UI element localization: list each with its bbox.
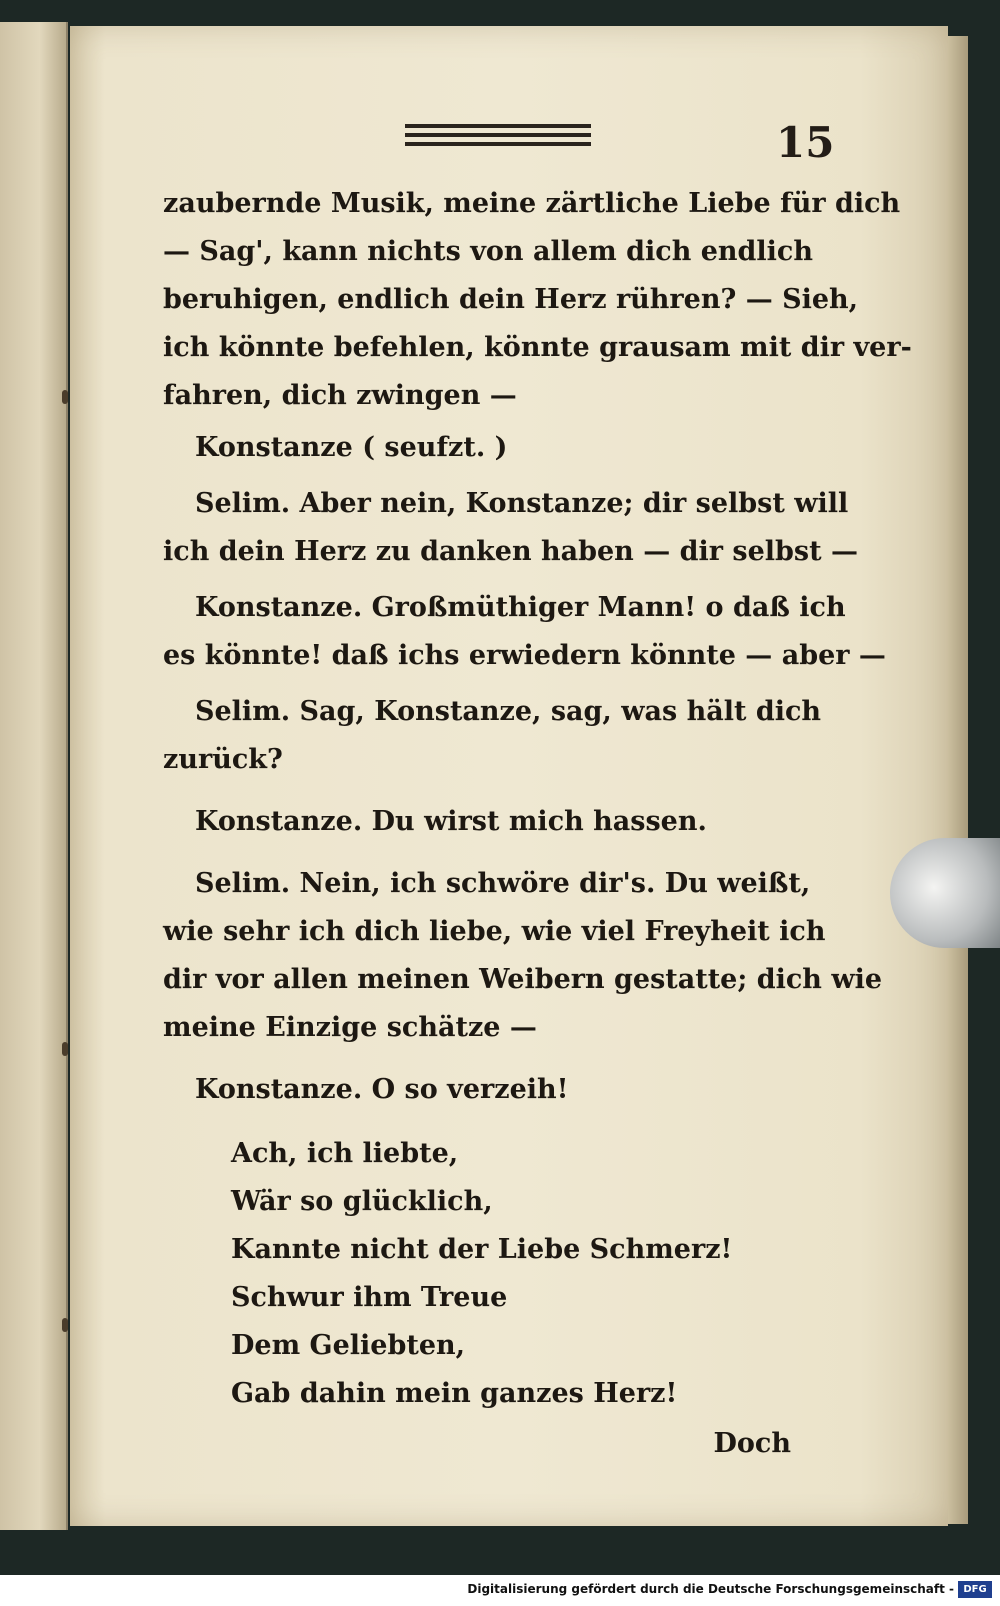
verse-line: Wär so glücklich, [231, 1186, 493, 1217]
dialogue-line: Selim. Sag, Konstanze, sag, was hält dich [195, 696, 822, 727]
dialogue-line: wie sehr ich dich liebe, wie viel Freyheit ich [163, 916, 826, 947]
dialogue-line: meine Einzige schätze — [163, 1012, 537, 1043]
dialogue-line: zurück? [163, 744, 283, 775]
verse-line: Gab dahin mein ganzes Herz! [231, 1378, 678, 1409]
dialogue-line: ich dein Herz zu danken haben — dir selbst — [163, 536, 858, 567]
dialogue-line: Selim. Nein, ich schwöre dir's. Du weißt, [195, 868, 811, 899]
dialogue-line: es könnte! daß ichs erwiedern könnte — aber — [163, 640, 886, 671]
page-holder-clip [890, 838, 1000, 948]
dialogue-line: Selim. Aber nein, Konstanze; dir selbst will [195, 488, 849, 519]
dialogue-line: dir vor allen meinen Weibern gestatte; dich wie [163, 964, 883, 995]
footer-bar [0, 1575, 1000, 1606]
binding-thread [62, 1042, 68, 1056]
page-number: 15 [776, 118, 835, 167]
binding-thread [62, 390, 68, 404]
text-line: — Sag', kann nichts von allem dich endlich [163, 236, 813, 267]
dialogue-line: Konstanze. Du wirst mich hassen. [195, 806, 707, 837]
verse-line: Dem Geliebten, [231, 1330, 466, 1361]
text-line: fahren, dich zwingen — [163, 380, 517, 411]
verse-line: Ach, ich liebte, [231, 1138, 459, 1169]
binding-thread [62, 1318, 68, 1332]
catchword: Doch [713, 1428, 791, 1459]
verse-line: Schwur ihm Treue [231, 1282, 508, 1313]
dfg-logo-icon: DFG [958, 1581, 992, 1598]
verse-line: Kannte nicht der Liebe Schmerz! [231, 1234, 733, 1265]
header-ornament-rule [405, 124, 591, 154]
dialogue-line: Konstanze. Großmüthiger Mann! o daß ich [195, 592, 846, 623]
page-text [163, 180, 912, 1470]
text-line: zaubernde Musik, meine zärtliche Liebe für dich [163, 188, 901, 219]
text-line: ich könnte befehlen, könnte grausam mit dir ver- [163, 332, 912, 363]
funding-credit: Digitalisierung gefördert durch die Deutsche Forschungsgemeinschaft - [467, 1582, 954, 1596]
page-stack-edge [948, 36, 968, 1524]
dialogue-line: Konstanze. O so verzeih! [195, 1074, 569, 1105]
stage-direction: Konstanze ( seufzt. ) [195, 432, 508, 463]
left-page-edge [0, 22, 68, 1530]
text-line: beruhigen, endlich dein Herz rühren? — Sieh, [163, 284, 859, 315]
